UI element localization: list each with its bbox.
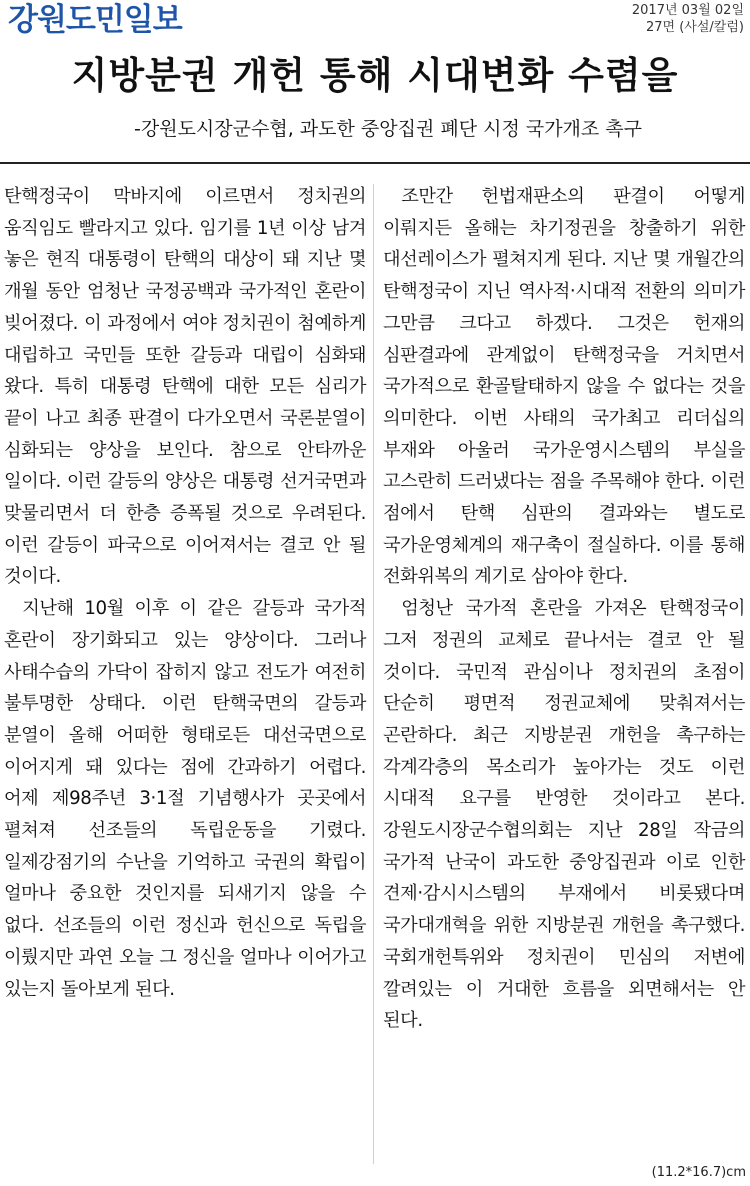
article-size-note: (11.2*16.7)cm [651,1165,746,1180]
article-column-left [4,181,366,1005]
newspaper-logo: 강원도민일보 [8,2,182,38]
paragraph: 엄청난 국가적 혼란을 가져온 탄핵정국이 그저 정권의 교체로 끝나서는 결코 안 될 것이다. 국민적 관심이나 정치권의 초점이 단순히 평면적 정권교체에 맞춰져서는 곤란하다. 최근 지방분권 개헌을 촉구하는 각계각층의 목소리가 높아가는 것도 이런 시대적 요구를 반영한 것이라고 본다. 강원도시장군수협의회는 지난 28일 작금의 국가적 난국이 과도한 중앙집권과 이로 인한 견제·감시시스템의 부재에서 비롯됐다며 국가대개혁을 위한 지방분권 개헌을 촉구했다. 국회개헌특위와 정치권이 민심의 저변에 깔려있는 이 거대한 흐름을 외면해서는 안 된다. [383,598,745,1032]
header-rule [0,162,750,164]
publication-date: 2017년 03월 02일 [631,3,744,18]
article-subhead: -강원도시장군수협, 과도한 중앙집권 폐단 시정 국가개조 촉구 [134,118,642,140]
article-column-right [383,181,745,1037]
paragraph: 탄핵정국이 막바지에 이르면서 정치권의 움직임도 빨라지고 있다. 임기를 1년 이상 남겨 놓은 현직 대통령이 탄핵의 대상이 돼 지난 몇 개월 동안 엄청난 국정공백과 국가적인 혼란이 빚어졌다. 이 과정에서 여야 정치권이 첨예하게 대립하고 국민들 또한 갈등과 대립이 심화돼 왔다. 특히 대통령 탄핵에 대한 모든 심리가 끝이 나고 최종 판결이 다가오면서 국론분열이 심화되는 양상을 보인다. 참으로 안타까운 일이다. 이런 갈등의 양상은 대통령 선거국면과 맞물리면서 더 한층 증폭될 것으로 우려된다. 이런 갈등이 파국으로 이어져서는 결코 안 될 것이다. [4,186,366,588]
paragraph: 조만간 헌법재판소의 판결이 어떻게 이뤄지든 올해는 차기정권을 창출하기 위한 대선레이스가 펼쳐지게 된다. 지난 몇 개월간의 탄핵정국이 지닌 역사적·시대적 전환의 의미가 그만큼 크다고 하겠다. 그것은 헌재의 심판결과에 관계없이 탄핵정국을 거치면서 국가적으로 환골탈태하지 않을 수 없다는 것을 의미한다. 이번 사태의 국가최고 리더십의 부재와 아울러 국가운영시스템의 부실을 고스란히 드러냈다는 점을 주목해야 한다. 이런 점에서 탄핵 심판의 결과와는 별도로 국가운영체계의 재구축이 절실하다. 이를 통해 전화위복의 계기로 삼아야 한다. [383,186,745,588]
article-headline: 지방분권 개헌 통해 시대변화 수렴을 [71,54,679,97]
publication-meta [632,2,744,36]
paragraph: 지난해 10월 이후 이 같은 갈등과 국가적 혼란이 장기화되고 있는 양상이다. 그러나 사태수습의 가닥이 잡히지 않고 전도가 여전히 불투명한 상태다. 이런 탄핵국면의 갈등과 분열이 올해 어떠한 형태로든 대선국면으로 이어지게 돼 있다는 점에 간과하기 어렵다. 어제 제98주년 3·1절 기념행사가 곳곳에서 펼쳐져 선조들의 독립운동을 기렸다. 일제강점기의 수난을 기억하고 국권의 확립이 얼마나 중요한 것인지를 되새기지 않을 수 없다. 선조들의 이런 정신과 헌신으로 독립을 이뤘지만 과연 오늘 그 정신을 얼마나 이어가고 있는지 돌아보게 된다. [4,598,366,1000]
column-divider [373,184,374,1164]
page-section: 27면 (사설/칼럼) [646,20,744,35]
